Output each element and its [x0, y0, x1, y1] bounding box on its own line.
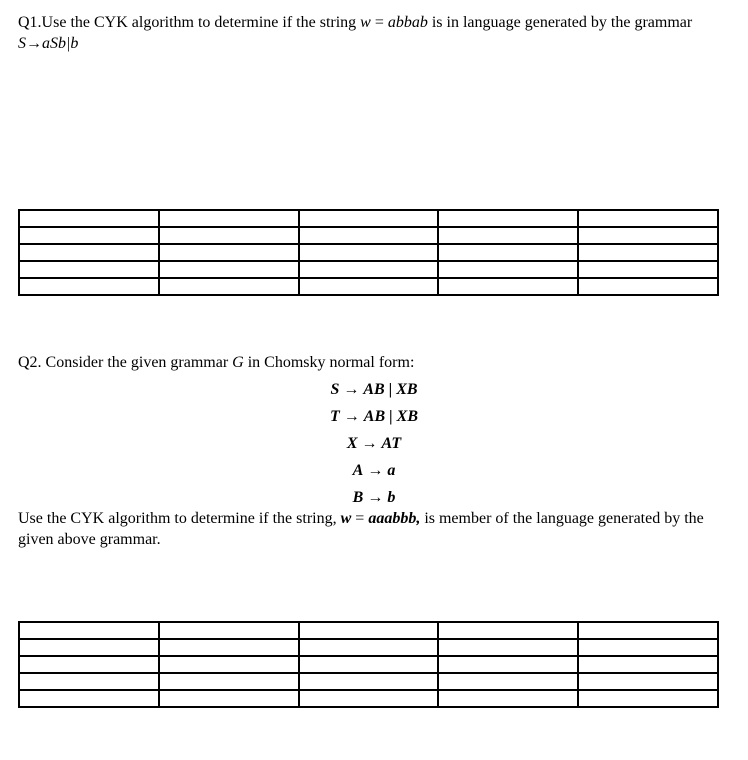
question-2-text [18, 508, 730, 550]
table-cell [299, 673, 439, 690]
table-row [19, 261, 718, 278]
rule-lhs: B [352, 489, 364, 506]
arrow-icon: → [361, 435, 378, 452]
cyk-table-q1 [18, 209, 719, 296]
q1-prefix: Q1.Use the CYK algorithm to determine if the string [18, 14, 361, 31]
table-cell [19, 261, 159, 278]
table-cell [19, 278, 159, 295]
table-cell [299, 622, 439, 639]
rule-rhs: AB | XB [363, 381, 418, 398]
table-cell [578, 673, 718, 690]
cyk-table-q2 [18, 621, 719, 708]
table-cell [19, 227, 159, 244]
table-cell [299, 227, 439, 244]
table-cell [159, 656, 299, 673]
table-cell [159, 227, 299, 244]
table-cell [299, 656, 439, 673]
table-cell [299, 278, 439, 295]
table-cell [159, 622, 299, 639]
q2-question-suffix: is member of the language generated by the given above grammar. [18, 510, 704, 548]
table-cell [19, 244, 159, 261]
table-cell [578, 622, 718, 639]
table-cell [19, 639, 159, 656]
arrow-icon: → [367, 489, 384, 506]
rule-lhs: A [352, 462, 364, 479]
table-cell [578, 690, 718, 707]
rule-rhs: a [387, 462, 396, 479]
table-cell [159, 673, 299, 690]
table-cell [299, 690, 439, 707]
table-row [19, 639, 718, 656]
q1-grammar: S→aSb|b [18, 35, 79, 52]
table-cell [438, 639, 578, 656]
table-cell [578, 244, 718, 261]
table-row [19, 227, 718, 244]
table-cell [19, 210, 159, 227]
q2-heading-prefix: Q2. Consider the given grammar [18, 354, 233, 371]
table-cell [299, 639, 439, 656]
table-cell [438, 622, 578, 639]
grammar-rule [0, 434, 748, 454]
grammar-rule [0, 461, 748, 481]
q1-equals: = [370, 14, 388, 31]
rule-rhs: b [387, 489, 396, 506]
table-row [19, 673, 718, 690]
q2-heading-suffix: in Chomsky normal form: [243, 354, 415, 371]
table-cell [438, 227, 578, 244]
q2-question-prefix: Use the CYK algorithm to determine if the string, [18, 510, 341, 527]
grammar-rule [0, 407, 748, 427]
table-cell [578, 261, 718, 278]
rule-rhs: AB | XB [363, 408, 418, 425]
table-cell [438, 244, 578, 261]
table-cell [578, 278, 718, 295]
q1-w-variable: w [360, 14, 371, 31]
question-2-heading [18, 352, 730, 373]
rule-lhs: T [330, 408, 340, 425]
table-cell [299, 261, 439, 278]
table-cell [159, 278, 299, 295]
table-cell [19, 673, 159, 690]
table-cell [578, 227, 718, 244]
q2-w-variable: w [340, 510, 352, 527]
table-cell [438, 690, 578, 707]
q1-string-value: abbab [387, 14, 428, 31]
arrow-icon: → [343, 408, 360, 425]
arrow-icon: → [367, 462, 384, 479]
q2-string-value: aaabbb, [368, 510, 421, 527]
question-1-text [18, 12, 730, 54]
q2-equals: = [351, 510, 369, 527]
table-cell [19, 690, 159, 707]
table-cell [438, 261, 578, 278]
table-cell [159, 210, 299, 227]
rule-lhs: S [330, 381, 340, 398]
table-cell [159, 261, 299, 278]
rule-rhs: AT [381, 435, 402, 452]
table-row [19, 210, 718, 227]
table-cell [19, 622, 159, 639]
table-cell [19, 656, 159, 673]
grammar-rule [0, 380, 748, 400]
q2-heading-var: G [232, 354, 244, 371]
table-cell [578, 210, 718, 227]
grammar-rule [0, 488, 748, 508]
table-cell [578, 656, 718, 673]
q1-middle: is in language generated by the grammar [427, 14, 693, 31]
arrow-icon: → [343, 381, 360, 398]
table-cell [578, 639, 718, 656]
table-cell [438, 210, 578, 227]
table-cell [159, 690, 299, 707]
table-row [19, 656, 718, 673]
table-cell [159, 244, 299, 261]
table-row [19, 690, 718, 707]
table-cell [438, 656, 578, 673]
table-cell [299, 244, 439, 261]
table-cell [438, 278, 578, 295]
rule-lhs: X [346, 435, 358, 452]
table-cell [159, 639, 299, 656]
table-cell [438, 673, 578, 690]
table-row [19, 278, 718, 295]
table-row [19, 622, 718, 639]
table-cell [299, 210, 439, 227]
table-row [19, 244, 718, 261]
